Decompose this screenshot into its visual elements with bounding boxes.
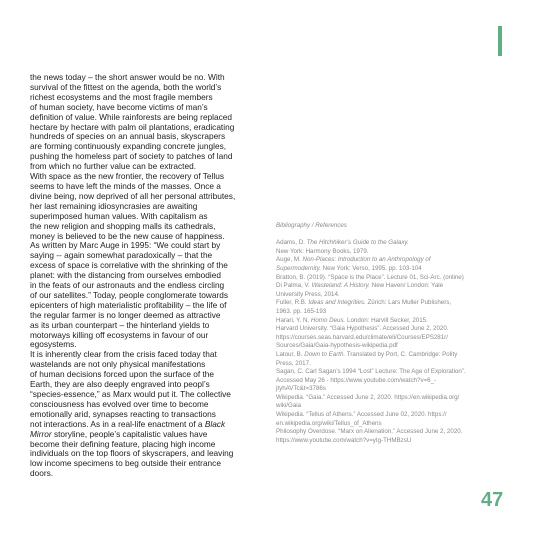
body-line: the news today – the short answer would be no. With: [30, 72, 225, 82]
bibliography-entry-line: Harvard University. “Gaia Hypothesis”. Accessed June 2, 2020.: [276, 325, 449, 333]
body-line: become their defining feature, placing high income: [30, 438, 216, 449]
body-line: Earth, they are also deeply engraved into peopl’s: [30, 379, 210, 390]
body-line: of human society, have become victims of man’s: [30, 101, 208, 112]
body-line: wastelands are not only physical manifestations: [30, 359, 206, 370]
bibliography-entry-line: jtyhAVTc&t=3786s: [276, 385, 326, 393]
bibliography-entry-line: wiki/Gaia: [276, 402, 302, 410]
body-line: epicenters of high materialistic profitability – the life of: [30, 299, 227, 310]
body-line: as its urban counterpart – the hinterland yields to: [30, 319, 210, 330]
body-line: of our satellites.” Today, people conglomerate towards: [30, 289, 229, 300]
body-line: low income specimens to beg outside their entrance: [30, 458, 221, 469]
citation-title: Down to Earth.: [304, 350, 346, 358]
bibliography-entry-line: [276, 282, 506, 291]
body-line: hundreds of species on an annual basis, skyscrapers: [30, 131, 226, 142]
body-line: superimposed human values. With capitalism as: [30, 210, 208, 221]
bibliography-entry-line: [276, 317, 506, 326]
body-line: are forming continuously expanding concrete jungles,: [30, 141, 227, 152]
bibliography-entry-line: en.wikipedia.org/wiki/Tellus_of_Athens: [276, 419, 382, 427]
body-line: survival of the fittest on the agenda, both the world’s: [30, 81, 222, 92]
citation-text: New York: Verso, 1995. pp. 103-104: [322, 264, 422, 272]
body-line: of human decisions forced upon the surface of the: [30, 369, 215, 380]
bibliography-entry-line: [276, 351, 506, 360]
bibliography-entry-line: Press, 2017.: [276, 359, 311, 367]
body-text: [30, 73, 270, 479]
bibliography-entry-line: Sagan, C. Carl Sagan’s 1994 “Lost” Lecture: The Age of Exploration”.: [276, 368, 466, 376]
citation-text: Harari, Y. N.: [276, 316, 310, 324]
bibliography-entry-line: Accessed May 26 - https://www.youtube.com/watch?v=6_-: [276, 376, 437, 384]
body-segment: not interactions. As in a real-life enactment of a: [30, 418, 203, 429]
body-line: individuals on the top floors of skyscrapers, and leaving: [30, 448, 234, 459]
body-italic-segment: Black: [204, 418, 226, 429]
body-line: “species-essence,” as Marx would put it. The collective: [30, 389, 231, 399]
bibliography-entry-line: University Press, 2014.: [276, 290, 340, 298]
bibliography-entry-line: Sources/Gaia/Gaia-hypothesis-wikipedia.pdf: [276, 342, 398, 350]
body-line: her last remaining idiosyncrasies are awaiting: [30, 200, 198, 211]
body-line: definition of value. While rainforests are being replaced: [30, 111, 233, 122]
citation-text: Latour, B.: [276, 350, 303, 358]
citation-title: Supermodernity.: [276, 264, 321, 272]
body-line: With space as the new frontier, the recovery of Tellus: [30, 171, 224, 182]
body-line: in the feats of our astronauts and the endless circling: [30, 280, 225, 291]
citation-title: Non-Places: Introduction to an Anthropology of: [302, 256, 431, 264]
body-line: egosystems.: [30, 339, 77, 350]
body-line: doors.: [30, 468, 54, 479]
citation-text: New Haven/ London: Yale: [371, 282, 444, 290]
bibliography-entry-line: 1963. pp. 165-193: [276, 307, 327, 315]
body-italic-segment: Mirror: [30, 428, 52, 439]
citation-text: Adams, D.: [276, 239, 305, 247]
body-line: richest ecosystems and the most fragile members: [30, 91, 213, 102]
bibliography-entry-line: [276, 265, 506, 274]
body-line: motorways killing off ecosystems in favour of our: [30, 329, 209, 340]
citation-text: London: Harvill Secker, 2015.: [347, 316, 428, 324]
citation-text: Zürich: Lars Muller Publishers,: [367, 299, 452, 307]
bibliography-entry-line: https://courses.seas.harvard.edu/climate/eli/Courses/EPS281r/: [276, 333, 448, 341]
citation-text: Fuller, R.B.: [276, 299, 307, 307]
bibliography-heading: Bibliography / References: [276, 222, 347, 229]
bibliography-entry-line: Wikipedia. “Tellus of Athens.” Accessed June 02, 2020. https://: [276, 411, 447, 419]
bibliography-entry-line: [276, 256, 506, 265]
body-line: money is believed to be the new cause of happiness.: [30, 230, 225, 241]
bibliography-entry-line: Philosophy Overdose. “Marx on Alienation.” Accessed June 2, 2020.: [276, 428, 463, 436]
bibliography-entry-line: [276, 239, 506, 248]
bibliography-entry-line: [276, 299, 506, 308]
body-line: It is inherently clear from the crisis faced today that: [30, 349, 217, 360]
bibliography-entry-line: New York: Harmony Books, 1979.: [276, 247, 369, 255]
body-line: emotionally arid, synapses reacting to transactions: [30, 408, 216, 419]
citation-text: Di Palma, V.: [276, 282, 310, 290]
body-line: consciousness has evolved over time to become: [30, 398, 209, 409]
body-line: divine being, now deprived of all her personal attributes,: [30, 190, 236, 201]
citation-title: Ideas and Integrities.: [308, 299, 366, 307]
bibliography-entry-line: https://www.youtube.com/watch?v=yIg-THMBzsU: [276, 436, 412, 444]
body-line: As written by Marc Auge in 1995: “We could start by: [30, 240, 221, 251]
body-line: the regular farmer is no longer deemed as attractive: [30, 309, 221, 320]
citation-title: Homo Deus.: [310, 316, 346, 324]
body-line: seems to have left the minds of the masses. Once a: [30, 180, 221, 191]
citation-title: The Hitchhiker’s Guide to the Galaxy.: [306, 239, 409, 247]
body-line: pushing the homeless part of society to patches of land: [30, 151, 233, 162]
bibliography-entry-line: Wikipedia. “Gaia.” Accessed June 2, 2020. https://en.wikipedia.org/: [276, 393, 460, 401]
body-segment: storyline, people’s capitalistic values have: [51, 428, 208, 439]
body-line: the new religion and shopping malls its cathedrals,: [30, 220, 216, 231]
citation-title: Wasteland: A History.: [311, 282, 371, 290]
body-line: from which no further value can be extracted.: [30, 161, 197, 172]
body-line: excess of space is correlative with the shrinking of the: [30, 260, 228, 271]
body-line: hectare by hectare with palm oil plantations, eradicating: [30, 121, 235, 132]
citation-text: Auge, M.: [276, 256, 301, 264]
citation-text: Translated by Port, C. Cambridge: Polity: [346, 350, 458, 358]
accent-bar: [498, 26, 502, 56]
body-line: planet: with the distancing from ourselves embodied: [30, 270, 221, 281]
bibliography-entry-line: Bratton, B. (2019). “Space is the Place”. Lecture 01, Sci-Arc. (online): [276, 273, 464, 281]
page-number: 47: [481, 489, 504, 511]
bibliography: [276, 222, 506, 445]
body-line: saying -- again somewhat paradoxically – that the: [30, 250, 213, 261]
